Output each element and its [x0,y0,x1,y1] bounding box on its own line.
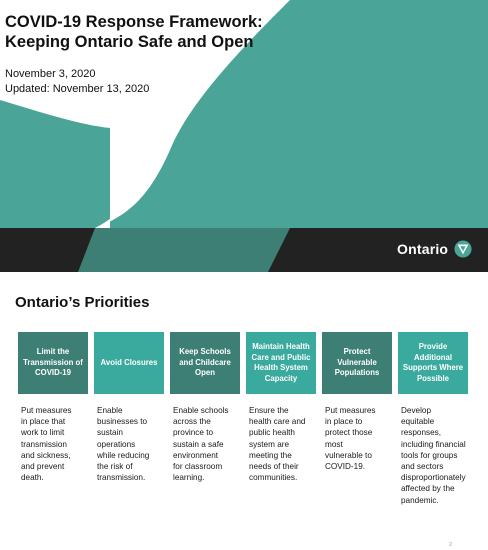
priority-card [322,332,392,506]
priority-description: Put measures in place that work to limit transmission and sickness, and prevent death. [21,406,72,483]
priorities-heading: Ontario’s Priorities [15,294,150,311]
ontario-wordmark: Ontario [397,241,449,257]
page-number: 2 [449,542,452,548]
priority-description: Put measures in place to protect those most vulnerable to COVID-19. [325,406,376,472]
priority-card [246,332,316,506]
priority-title: Limit the Transmission of COVID-19 [18,332,88,394]
title-slide [0,0,488,272]
priority-title: Keep Schools and Childcare Open [170,332,240,394]
document-title: COVID-19 Response Framework: Keeping Ontario Safe and Open [5,13,263,51]
priority-description: Enable businesses to sustain operations while reducing the risk of transmission. [97,406,150,483]
priority-title: Protect Vulnerable Populations [322,332,392,394]
slide-separator [0,272,488,280]
priority-title: Maintain Health Care and Public Health System Capacity [246,332,316,394]
priority-description: Develop equitable responses, including financial tools for groups and sectors disproportionately affected by the pandemic. [401,406,466,505]
priority-cards [18,332,468,506]
ontario-logo [397,240,472,258]
priority-card [18,332,88,506]
date-block [5,67,149,97]
trillium-icon [454,240,472,258]
updated-date: Updated: November 13, 2020 [5,83,150,95]
priority-title: Avoid Closures [94,332,164,394]
priority-card [94,332,164,506]
priority-card [398,332,468,506]
priority-card [170,332,240,506]
priorities-slide [0,280,488,550]
priority-description: Ensure the health care and public health system are meeting the needs of their communities. [249,406,306,483]
priority-description: Enable schools across the province to sustain a safe environment for classroom learning. [173,406,229,483]
priority-title: Provide Additional Supports Where Possible [398,332,468,394]
publish-date: November 3, 2020 [5,68,96,80]
